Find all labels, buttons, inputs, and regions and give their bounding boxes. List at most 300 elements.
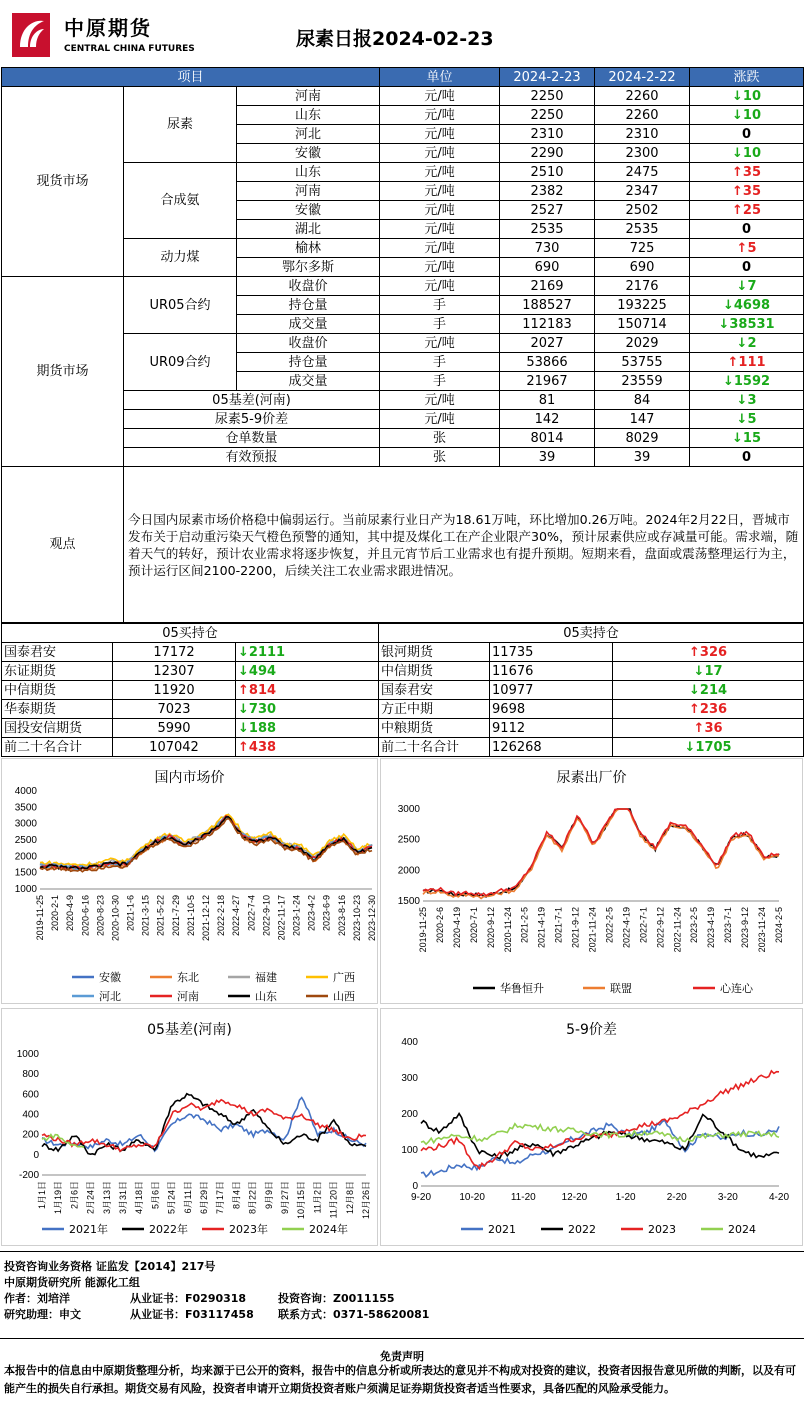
x-tick-label: 2022-2-18: [216, 895, 227, 937]
legend-label: 河北: [99, 990, 121, 1003]
positions-header-row: [2, 624, 804, 643]
change-cell: ↓4698: [690, 296, 804, 315]
group-label: 合成氨: [124, 163, 237, 239]
value-previous-cell: 2347: [595, 182, 690, 201]
x-tick-label: 2024-2-5: [774, 907, 784, 944]
section-label-spot: 现货市场: [2, 87, 124, 277]
value-current-cell: 8014: [500, 429, 595, 448]
unit-cell: 张: [380, 448, 500, 467]
change-cell: ↓2: [690, 334, 804, 353]
value-previous-cell: 8029: [595, 429, 690, 448]
change-cell: ↓10: [690, 144, 804, 163]
legend-label: 2023年: [229, 1223, 268, 1236]
x-tick-label: 12月26日: [361, 1181, 371, 1220]
value-current-cell: 2527: [500, 201, 595, 220]
unit-cell: 张: [380, 429, 500, 448]
position-change-cell: ↑36: [613, 719, 804, 738]
metric-cell: 成交量: [237, 372, 380, 391]
position-value-cell: 9112: [490, 719, 613, 738]
y-tick-label: 4000: [14, 786, 37, 797]
series-line: [40, 815, 372, 869]
region-cell: 河南: [237, 87, 380, 106]
broker-name-cell: 国泰君安: [2, 643, 113, 662]
y-tick-label: 3000: [14, 818, 37, 830]
value-previous-cell: 84: [595, 391, 690, 410]
legend-label: 广西: [333, 971, 355, 984]
series-line: [421, 1071, 779, 1169]
x-tick-label: 2023-9-12: [740, 907, 751, 949]
company-logo-icon: [12, 13, 50, 57]
table-row: [2, 662, 804, 681]
y-tick-label: 2000: [397, 865, 420, 877]
x-tick-label: 2023-11-24: [757, 907, 768, 953]
x-tick-label: 2022-4-27: [231, 895, 242, 937]
position-change-cell: ↓730: [236, 700, 379, 719]
value-previous-cell: 193225: [595, 296, 690, 315]
broker-name-cell: 中粮期货: [379, 719, 490, 738]
change-cell: ↓15: [690, 429, 804, 448]
change-cell: 0: [690, 125, 804, 144]
change-cell: ↑35: [690, 182, 804, 201]
legend-label: 华鲁恒升: [500, 982, 544, 995]
legend-label: 2022年: [149, 1223, 188, 1236]
x-tick-label: 2020-2-1: [50, 895, 61, 932]
chart-title: 05基差(河南): [147, 1022, 232, 1038]
change-cell: ↓7: [690, 277, 804, 296]
y-tick-label: 3000: [397, 804, 420, 815]
metric-label: 05基差(河南): [124, 391, 380, 410]
change-cell: 0: [690, 220, 804, 239]
x-tick-label: 2020-11-24: [502, 907, 513, 953]
unit-cell: 手: [380, 372, 500, 391]
y-tick-label: 0: [33, 1149, 39, 1161]
region-cell: 鄂尔多斯: [237, 258, 380, 277]
legend-label: 2022: [568, 1223, 596, 1236]
table-row: [2, 681, 804, 700]
broker-name-cell: 前二十名合计: [2, 738, 113, 757]
broker-name-cell: 方正中期: [379, 700, 490, 719]
x-tick-label: 12-20: [561, 1192, 588, 1203]
x-tick-label: 2020-8-23: [95, 895, 106, 937]
header-unit: 单位: [380, 68, 500, 87]
contract-label: UR05合约: [124, 277, 237, 334]
region-cell: 湖北: [237, 220, 380, 239]
author: 作者：刘培洋: [4, 1292, 70, 1305]
broker-name-cell: 华泰期货: [2, 700, 113, 719]
legend-label: 东北: [177, 971, 199, 984]
position-value-cell: 17172: [113, 643, 236, 662]
disclaimer-title: 免责声明: [380, 1350, 424, 1363]
position-value-cell: 107042: [113, 738, 236, 757]
value-current-cell: 53866: [500, 353, 595, 372]
position-change-cell: ↓494: [236, 662, 379, 681]
position-change-cell: ↓2111: [236, 643, 379, 662]
x-tick-label: 1月1日: [37, 1181, 47, 1210]
x-tick-label: 2021-7-1: [553, 907, 564, 944]
series-line: [423, 809, 779, 899]
unit-cell: 元/吨: [380, 258, 500, 277]
y-tick-label: 2000: [14, 851, 37, 863]
value-current-cell: 690: [500, 258, 595, 277]
unit-cell: 元/吨: [380, 125, 500, 144]
metric-label: 尿素5-9价差: [124, 410, 380, 429]
metric-cell: 收盘价: [237, 334, 380, 353]
x-tick-label: 2020-9-12: [485, 907, 496, 949]
legend-label: 心连心: [720, 982, 753, 995]
x-tick-label: 9月27日: [280, 1181, 290, 1215]
legend-label: 2023: [648, 1223, 676, 1236]
metric-cell: 持仓量: [237, 353, 380, 372]
x-tick-label: 2022-4-19: [621, 907, 632, 949]
table-header-row: [2, 68, 804, 87]
x-tick-label: 11月20日: [328, 1181, 339, 1219]
x-tick-label: 4月18日: [134, 1181, 145, 1215]
chart-spread: [380, 1008, 803, 1246]
y-tick-label: 200: [401, 1109, 418, 1120]
region-cell: 安徽: [237, 201, 380, 220]
y-tick-label: 1500: [14, 867, 37, 879]
section-label-futures: 期货市场: [2, 277, 124, 467]
chart-spread-plot: [381, 1009, 804, 1247]
broker-name-cell: 国泰君安: [379, 681, 490, 700]
change-cell: ↓5: [690, 410, 804, 429]
x-tick-label: 2022-7-1: [638, 907, 649, 944]
x-tick-label: 2023-2-5: [689, 907, 700, 944]
x-tick-label: 2021-4-19: [536, 907, 547, 949]
legend-label: 山西: [333, 990, 355, 1003]
x-tick-label: 3月13日: [101, 1181, 112, 1215]
y-tick-label: 1500: [397, 896, 420, 907]
x-tick-label: 2023-4-2: [306, 895, 317, 932]
sell-positions-title: 05卖持仓: [379, 624, 804, 643]
broker-name-cell: 国投安信期货: [2, 719, 113, 738]
unit-cell: 元/吨: [380, 334, 500, 353]
x-tick-label: 2023-6-9: [321, 895, 332, 932]
y-tick-label: 600: [22, 1089, 39, 1101]
chart-domestic-price: [1, 758, 378, 1004]
value-previous-cell: 2310: [595, 125, 690, 144]
unit-cell: 元/吨: [380, 220, 500, 239]
value-current-cell: 2250: [500, 106, 595, 125]
change-cell: ↓10: [690, 87, 804, 106]
chart-basis: [1, 1008, 378, 1246]
position-change-cell: ↑236: [613, 700, 804, 719]
value-current-cell: 2510: [500, 163, 595, 182]
x-tick-label: 12月8日: [344, 1181, 355, 1215]
unit-cell: 元/吨: [380, 239, 500, 258]
value-previous-cell: 2260: [595, 106, 690, 125]
legend-label: 福建: [255, 971, 277, 984]
value-current-cell: 2382: [500, 182, 595, 201]
value-current-cell: 2310: [500, 125, 595, 144]
x-tick-label: 2023-7-1: [723, 907, 734, 944]
change-cell: ↑5: [690, 239, 804, 258]
value-previous-cell: 2260: [595, 87, 690, 106]
position-change-cell: ↓188: [236, 719, 379, 738]
chart-domestic-price-plot: [2, 759, 379, 1005]
x-tick-label: 2022-9-12: [655, 907, 666, 949]
x-tick-label: 2023-1-24: [291, 895, 302, 937]
chart-factory-price: [380, 758, 803, 1004]
value-previous-cell: 147: [595, 410, 690, 429]
view-text: 今日国内尿素市场价格稳中偏弱运行。当前尿素行业日产为18.61万吨，环比增加0.26万吨。2024年2月22日，晋城市发布关于启动重污染天气橙色预警的通知，其中提及煤化工在产企业限产30%，预计尿素供应或存减量可能。需求端，随着天气的转好，预计农业需求将逐步恢复，并且元宵节后工业需求也有提升预期。短期来看，盘面或震荡整理运行为主，预计运行区间2100-2200，后续关注工农业需求跟进情况。: [124, 467, 804, 623]
view-label: 观点: [2, 467, 124, 623]
unit-cell: 手: [380, 353, 500, 372]
y-tick-label: 100: [401, 1145, 418, 1156]
position-value-cell: 5990: [113, 719, 236, 738]
value-current-cell: 21967: [500, 372, 595, 391]
buy-positions-title: 05买持仓: [2, 624, 379, 643]
value-current-cell: 2290: [500, 144, 595, 163]
contact: 联系方式：0371-58620081: [278, 1308, 430, 1321]
x-tick-label: 2023-12-30: [367, 895, 377, 942]
position-change-cell: ↑438: [236, 738, 379, 757]
table-row: [2, 643, 804, 662]
report-title: 尿素日报2024-02-23: [296, 28, 494, 50]
y-tick-label: 1000: [16, 1049, 39, 1060]
change-cell: ↓10: [690, 106, 804, 125]
logo-english-name: CENTRAL CHINA FUTURES: [64, 44, 195, 54]
x-tick-label: 1-20: [615, 1192, 636, 1203]
x-tick-label: 2022-11-17: [276, 895, 287, 941]
y-tick-label: 400: [22, 1109, 39, 1121]
unit-cell: 元/吨: [380, 277, 500, 296]
x-tick-label: 2023-8-16: [336, 895, 347, 937]
series-line: [40, 817, 372, 869]
value-previous-cell: 690: [595, 258, 690, 277]
series-line: [40, 816, 372, 869]
region-cell: 榆林: [237, 239, 380, 258]
unit-cell: 元/吨: [380, 144, 500, 163]
broker-name-cell: 中信期货: [379, 662, 490, 681]
x-tick-label: 4-20: [768, 1192, 790, 1203]
position-change-cell: ↓1705: [613, 738, 804, 757]
x-tick-label: 11月2日: [312, 1181, 323, 1214]
legend-label: 2024年: [309, 1223, 348, 1236]
legend-label: 山东: [255, 990, 277, 1003]
qualification-line: 投资咨询业务资格 证监发【2014】217号: [4, 1260, 216, 1273]
header-date-previous: 2024-2-22: [595, 68, 690, 87]
metric-cell: 持仓量: [237, 296, 380, 315]
value-current-cell: 112183: [500, 315, 595, 334]
series-line: [40, 815, 372, 866]
position-value-cell: 12307: [113, 662, 236, 681]
value-previous-cell: 39: [595, 448, 690, 467]
series-line: [40, 816, 372, 868]
unit-cell: 手: [380, 315, 500, 334]
x-tick-label: 8月22日: [247, 1181, 258, 1215]
table-row: [2, 277, 804, 296]
x-tick-label: 2021-7-29: [170, 895, 181, 937]
metric-cell: 成交量: [237, 315, 380, 334]
position-value-cell: 7023: [113, 700, 236, 719]
y-tick-label: 0: [412, 1181, 418, 1192]
y-tick-label: 200: [22, 1129, 39, 1141]
x-tick-label: 2022-7-4: [246, 895, 257, 932]
y-tick-label: -200: [18, 1170, 39, 1181]
change-cell: 0: [690, 258, 804, 277]
unit-cell: 元/吨: [380, 163, 500, 182]
x-tick-label: 5月24日: [166, 1181, 177, 1215]
x-tick-label: 3月31日: [118, 1181, 128, 1215]
change-cell: ↓3: [690, 391, 804, 410]
chart-title: 5-9价差: [566, 1022, 617, 1038]
value-previous-cell: 2535: [595, 220, 690, 239]
legend-label: 安徽: [99, 971, 121, 984]
position-change-cell: ↓214: [613, 681, 804, 700]
x-tick-label: 10月15日: [296, 1181, 307, 1220]
chart-title: 国内市场价: [154, 770, 225, 786]
legend-label: 河南: [177, 990, 199, 1003]
y-tick-label: 3500: [14, 802, 37, 814]
chart-basis-plot: [2, 1009, 379, 1247]
x-tick-label: 2022-9-10: [261, 895, 272, 937]
x-tick-label: 10-20: [459, 1192, 485, 1203]
value-current-cell: 142: [500, 410, 595, 429]
x-tick-label: 6月11日: [182, 1181, 193, 1214]
value-previous-cell: 2475: [595, 163, 690, 182]
value-current-cell: 81: [500, 391, 595, 410]
x-tick-label: 2021-2-5: [519, 907, 530, 944]
series-line: [42, 1100, 366, 1152]
value-previous-cell: 53755: [595, 353, 690, 372]
consult-cert: 投资咨询：Z0011155: [278, 1292, 395, 1305]
x-tick-label: 2021-5-22: [155, 895, 166, 937]
change-cell: ↑25: [690, 201, 804, 220]
x-tick-label: 9-20: [410, 1192, 432, 1203]
broker-name-cell: 前二十名合计: [379, 738, 490, 757]
unit-cell: 元/吨: [380, 391, 500, 410]
table-row: [2, 719, 804, 738]
header-change: 涨跌: [690, 68, 804, 87]
unit-cell: 元/吨: [380, 410, 500, 429]
x-tick-label: 3-20: [717, 1192, 738, 1203]
series-line: [421, 1120, 779, 1177]
change-cell: ↓38531: [690, 315, 804, 334]
table-row: [2, 738, 804, 757]
value-previous-cell: 150714: [595, 315, 690, 334]
change-cell: 0: [690, 448, 804, 467]
x-tick-label: 2020-10-30: [110, 895, 121, 942]
x-tick-label: 11-20: [510, 1192, 536, 1203]
change-cell: ↑111: [690, 353, 804, 372]
table-row: [2, 87, 804, 106]
y-tick-label: 1000: [14, 884, 37, 895]
metric-cell: 收盘价: [237, 277, 380, 296]
legend-label: 联盟: [610, 982, 632, 995]
value-current-cell: 730: [500, 239, 595, 258]
region-cell: 河北: [237, 125, 380, 144]
broker-name-cell: 中信期货: [2, 681, 113, 700]
x-tick-label: 2020-4-19: [451, 907, 462, 949]
y-tick-label: 300: [401, 1073, 418, 1084]
value-current-cell: 2027: [500, 334, 595, 353]
region-cell: 河南: [237, 182, 380, 201]
value-previous-cell: 2176: [595, 277, 690, 296]
position-value-cell: 9698: [490, 700, 613, 719]
position-value-cell: 10977: [490, 681, 613, 700]
region-cell: 山东: [237, 163, 380, 182]
legend-label: 2024: [728, 1223, 756, 1236]
view-row: [2, 467, 804, 623]
y-tick-label: 800: [22, 1069, 39, 1081]
x-tick-label: 6月29日: [199, 1181, 209, 1215]
x-tick-label: 2020-6-16: [80, 895, 91, 937]
author-cert: 从业证书：F0290318: [130, 1292, 247, 1305]
legend-label: 2021年: [69, 1223, 108, 1236]
position-value-cell: 126268: [490, 738, 613, 757]
metric-label: 仓单数量: [124, 429, 380, 448]
value-previous-cell: 23559: [595, 372, 690, 391]
x-tick-label: 2021-1-6: [125, 895, 136, 932]
position-value-cell: 11735: [490, 643, 613, 662]
group-label: 尿素: [124, 87, 237, 163]
value-previous-cell: 2029: [595, 334, 690, 353]
value-previous-cell: 725: [595, 239, 690, 258]
x-tick-label: 2月24日: [85, 1181, 96, 1215]
x-tick-label: 2019-11-25: [418, 907, 428, 953]
value-current-cell: 188527: [500, 296, 595, 315]
value-current-cell: 2169: [500, 277, 595, 296]
x-tick-label: 2021-3-15: [140, 895, 151, 937]
institute-line: 中原期货研究所 能源化工组: [4, 1276, 140, 1289]
value-current-cell: 39: [500, 448, 595, 467]
unit-cell: 手: [380, 296, 500, 315]
x-tick-label: 2019-11-25: [35, 895, 45, 941]
price-table: [1, 67, 804, 623]
position-change-cell: ↑326: [613, 643, 804, 662]
value-current-cell: 2250: [500, 87, 595, 106]
legend-label: 2021: [488, 1223, 516, 1236]
disclaimer-text: 本报告中的信息由中原期货整理分析，均来源于已公开的资料，报告中的信息分析或所表达的意见并不构成对投资的建议，投资者因报告意见所做的判断，以及有可能产生的损失自行承担。期货交易有风险，投资者申请开立期货投资者账户须满足证券期货投资者适当性要求，具备匹配的风险承受能力。: [4, 1364, 796, 1395]
x-tick-label: 2022-11-24: [672, 907, 683, 953]
x-tick-label: 2023-10-23: [351, 895, 362, 942]
value-previous-cell: 2300: [595, 144, 690, 163]
unit-cell: 元/吨: [380, 106, 500, 125]
change-cell: ↓1592: [690, 372, 804, 391]
position-value-cell: 11676: [490, 662, 613, 681]
chart-factory-price-plot: [381, 759, 804, 1005]
x-tick-label: 2020-4-9: [65, 895, 76, 932]
broker-name-cell: 东证期货: [2, 662, 113, 681]
logo-chinese-name: 中原期货: [64, 16, 152, 40]
x-tick-label: 2021-11-24: [587, 907, 598, 953]
x-tick-label: 2020-7-1: [468, 907, 479, 944]
x-tick-label: 2022-2-5: [604, 907, 615, 944]
broker-name-cell: 银河期货: [379, 643, 490, 662]
unit-cell: 元/吨: [380, 182, 500, 201]
region-cell: 安徽: [237, 144, 380, 163]
x-tick-label: 2-20: [666, 1192, 687, 1203]
x-tick-label: 2021-10-5: [185, 895, 196, 937]
chart-title: 尿素出厂价: [556, 770, 627, 786]
x-tick-label: 2021-12-12: [201, 895, 211, 942]
x-tick-label: 1月19日: [53, 1181, 64, 1215]
y-tick-label: 2500: [14, 835, 37, 846]
position-change-cell: ↑814: [236, 681, 379, 700]
x-tick-label: 9月9日: [263, 1181, 274, 1210]
assistant: 研究助理：申文: [4, 1308, 81, 1321]
group-label: 动力煤: [124, 239, 237, 277]
x-tick-label: 2021-9-12: [570, 907, 581, 949]
region-cell: 山东: [237, 106, 380, 125]
value-previous-cell: 2502: [595, 201, 690, 220]
value-current-cell: 2535: [500, 220, 595, 239]
x-tick-label: 2月6日: [69, 1181, 80, 1210]
metric-label: 有效预报: [124, 448, 380, 467]
positions-table: [1, 623, 804, 757]
y-tick-label: 400: [401, 1037, 418, 1048]
